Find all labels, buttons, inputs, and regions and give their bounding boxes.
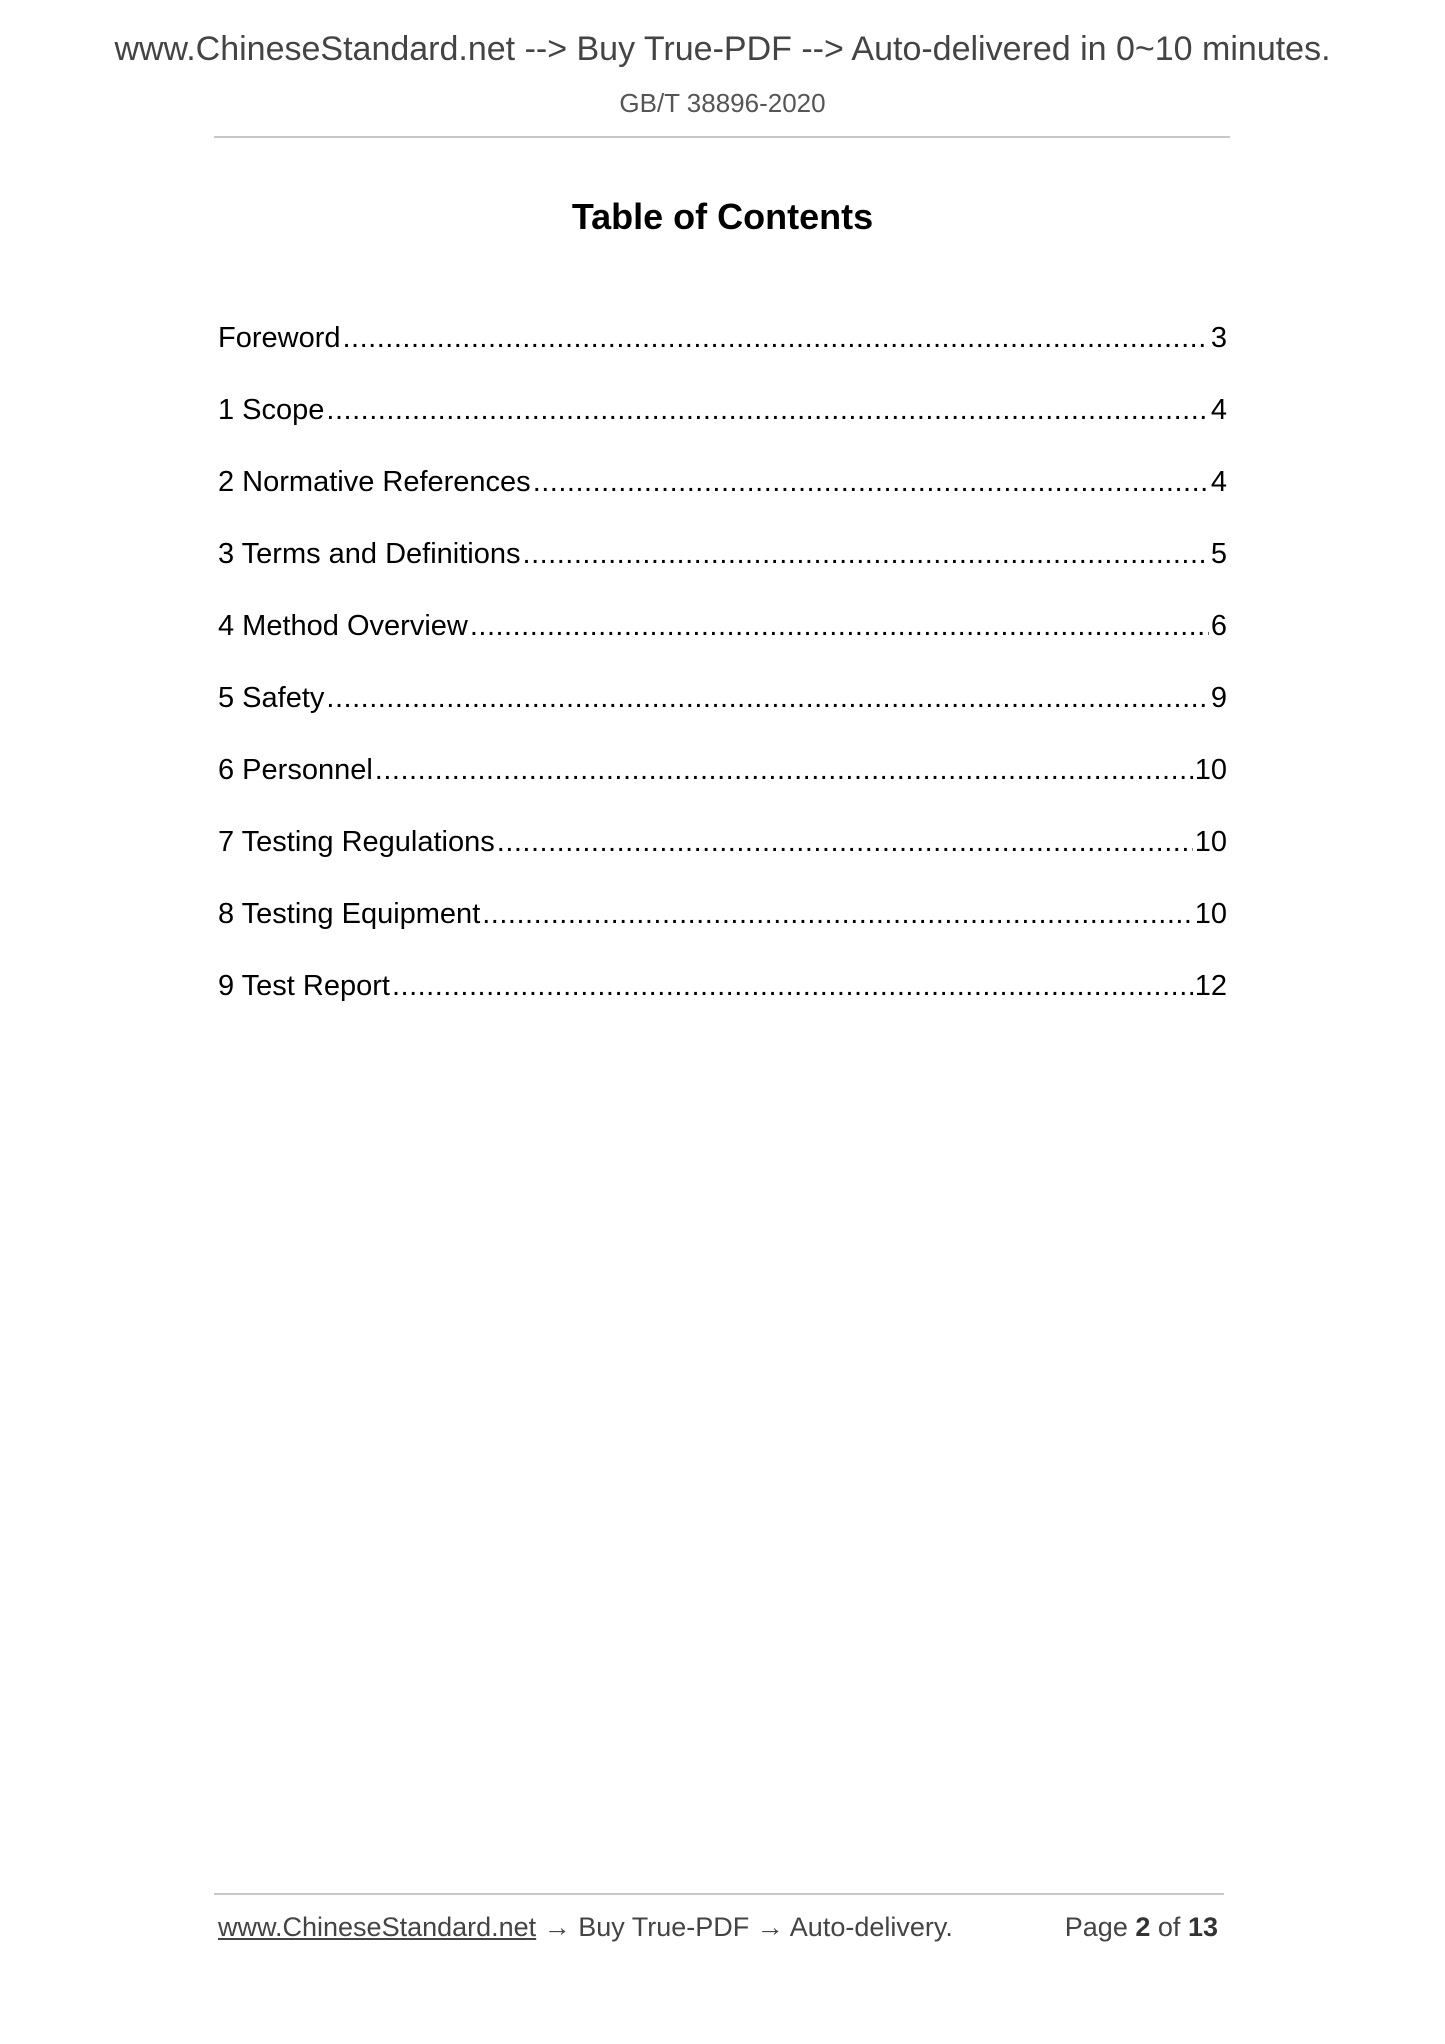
toc-entry-label: 5 Safety [218, 682, 325, 714]
footer-divider [214, 1893, 1224, 1895]
page-current: 2 [1135, 1912, 1151, 1942]
toc-entry-page: 3 [1210, 322, 1227, 354]
toc-dot-leader [326, 390, 1208, 430]
toc-entry-terms-and-definitions[interactable] [218, 534, 1227, 606]
toc-entry-scope[interactable] [218, 390, 1227, 462]
toc-entry-personnel[interactable] [218, 750, 1227, 822]
toc-entry-label: 4 Method Overview [218, 610, 468, 642]
toc-entry-label: 6 Personnel [218, 754, 373, 786]
toc-entry-page: 6 [1210, 610, 1227, 642]
toc-entry-page: 4 [1210, 466, 1227, 498]
page-total: 13 [1187, 1912, 1218, 1942]
toc-entry-page: 10 [1194, 754, 1227, 786]
toc-entry-label: Foreword [218, 322, 341, 354]
page-of-word: of [1157, 1912, 1181, 1942]
document-code: GB/T 38896-2020 [619, 88, 826, 118]
toc-entry-foreword[interactable] [218, 318, 1227, 390]
toc-entry-label: 3 Terms and Definitions [218, 538, 521, 570]
toc-entry-label: 1 Scope [218, 394, 325, 426]
toc-dot-leader [533, 462, 1209, 502]
toc-dot-leader [392, 966, 1193, 1006]
toc-entry-testing-regulations[interactable] [218, 822, 1227, 894]
toc-dot-leader [343, 318, 1209, 358]
toc-entry-label: 8 Testing Equipment [218, 898, 481, 930]
toc-entry-page: 10 [1194, 826, 1227, 858]
toc-entry-label: 7 Testing Regulations [218, 826, 495, 858]
toc-dot-leader [482, 894, 1192, 934]
page-indicator [1065, 1912, 1218, 1943]
header-divider [214, 136, 1230, 138]
footer-promo [218, 1912, 953, 1943]
toc-entry-label: 2 Normative References [218, 466, 531, 498]
toc-dot-leader [326, 678, 1208, 718]
toc-entry-testing-equipment[interactable] [218, 894, 1227, 966]
toc-title: Table of Contents [571, 196, 874, 237]
arrow-right-icon: → [543, 1912, 571, 1942]
toc-entry-page: 9 [1210, 682, 1227, 714]
toc-entry-safety[interactable] [218, 678, 1227, 750]
toc-entry-page: 4 [1210, 394, 1227, 426]
toc-list [218, 318, 1227, 1038]
site-banner: www.ChineseStandard.net --> Buy True-PDF --> Auto-delivered in 0~10 minutes. [114, 30, 1331, 68]
footer-buy-text: Buy True-PDF [578, 1912, 750, 1942]
toc-dot-leader [523, 534, 1209, 574]
toc-entry-page: 12 [1194, 970, 1227, 1002]
toc-dot-leader [375, 750, 1193, 790]
toc-dot-leader [497, 822, 1193, 862]
footer-delivery-text: Auto-delivery. [789, 1912, 953, 1942]
toc-entry-page: 10 [1194, 898, 1227, 930]
toc-entry-page: 5 [1210, 538, 1227, 570]
toc-entry-label: 9 Test Report [218, 970, 390, 1002]
toc-dot-leader [470, 606, 1209, 646]
toc-entry-test-report[interactable] [218, 966, 1227, 1038]
arrow-right-icon: → [756, 1912, 784, 1942]
footer-site-link[interactable]: www.ChineseStandard.net [218, 1912, 537, 1942]
toc-entry-method-overview[interactable] [218, 606, 1227, 678]
page-word: Page [1064, 1912, 1128, 1942]
toc-entry-normative-references[interactable] [218, 462, 1227, 534]
